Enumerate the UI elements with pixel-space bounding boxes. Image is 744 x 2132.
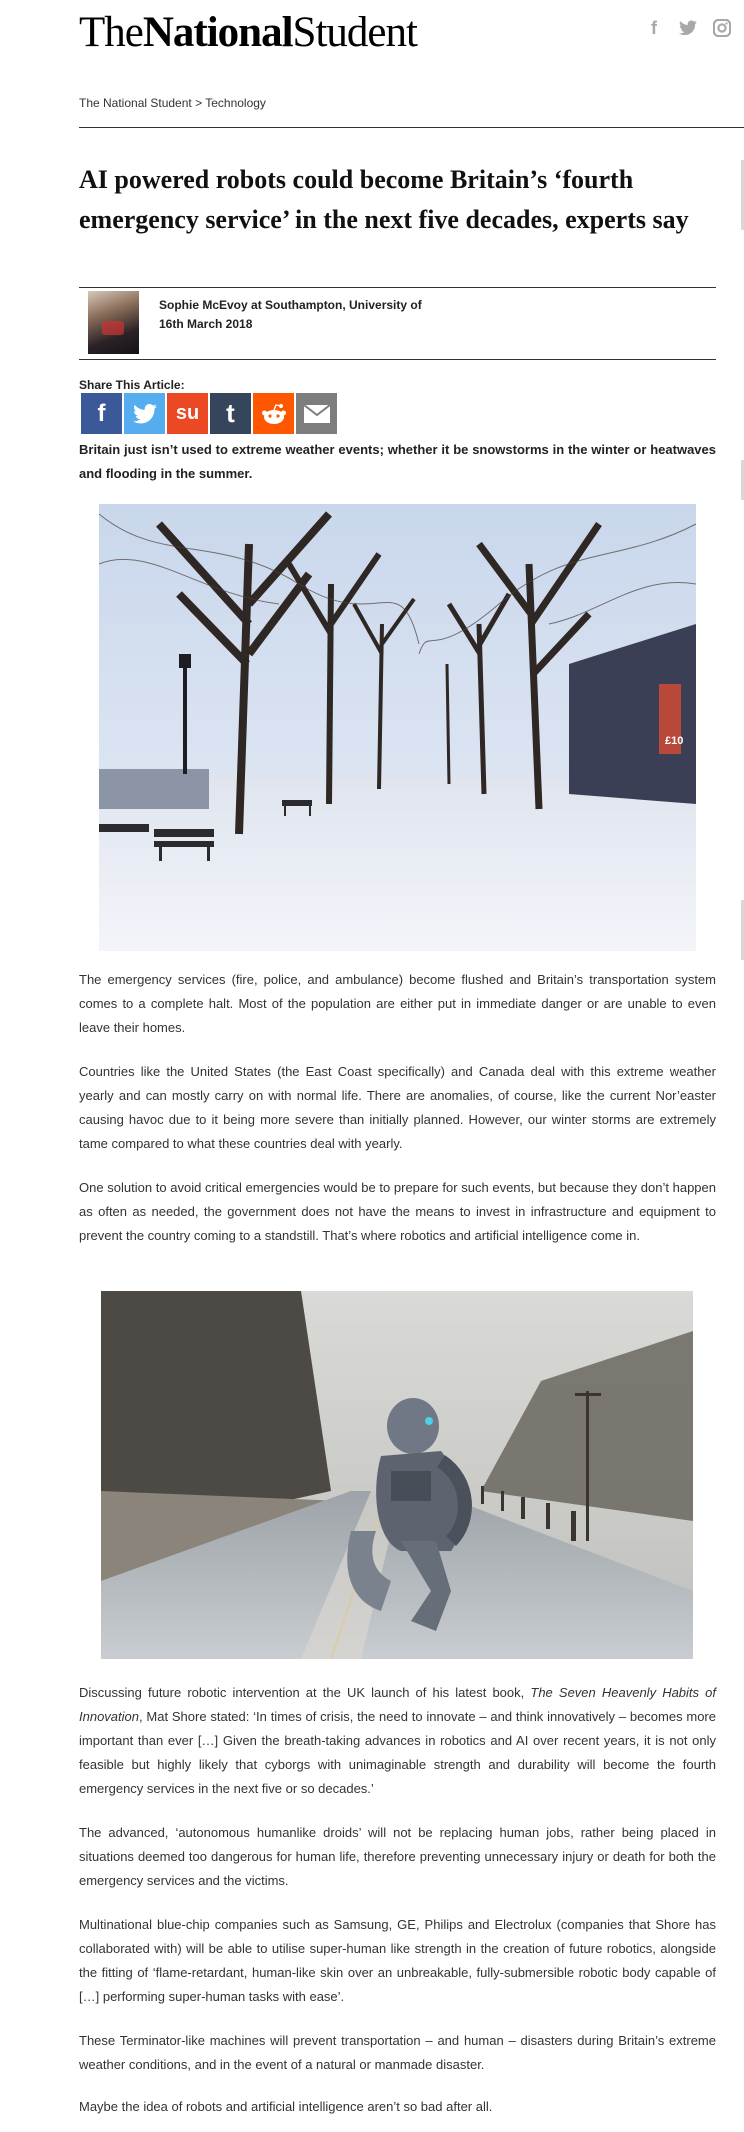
article-paragraph-5: The advanced, ‘autonomous humanlike droids’ will not be replacing human jobs, rather being placed in situations deemed too dangerous for human life, therefore preventing unnecessary injury or death for both the emergency services and the victims.: [79, 1825, 716, 1888]
snowy-avenue-photo: [99, 504, 696, 951]
quote-intro: Discussing future robotic intervention at the UK launch of his latest book,: [79, 1685, 531, 1700]
author-bottom-divider: [79, 359, 716, 360]
share-label: Share This Article:: [79, 378, 185, 392]
twitter-icon[interactable]: [678, 18, 698, 38]
logo-student: Student: [292, 9, 417, 56]
breadcrumb: [79, 96, 266, 110]
email-icon: [304, 405, 330, 423]
photo-sign-text: £10: [665, 735, 684, 747]
article-lead: Britain just isn’t used to extreme weather events; whether it be snowstorms in the winter or heatwaves and flooding in the summer.: [79, 442, 716, 481]
article-title: AI powered robots could become Britain’s ‘fourth emergency service’ in the next five decades, experts say: [79, 165, 689, 234]
share-buttons: [81, 393, 337, 434]
breadcrumb-separator: >: [191, 96, 206, 110]
breadcrumb-section[interactable]: Technology: [205, 96, 266, 110]
logo-national: National: [142, 9, 293, 56]
article-paragraph-4: [79, 1681, 716, 1801]
facebook-icon: f: [97, 399, 106, 427]
robot-on-road-photo: [101, 1291, 693, 1659]
quote-text: , Mat Shore stated: ‘In times of crisis, the need to innovate – and think innovatively – becomes more important than ever […] Given the breath-taking advances in robotics and AI over recent years, it is not only feasible but highly likely that cyborgs with unimaginable strength and durability will become the fourth emergency services in the next five or so decades.’: [79, 1709, 716, 1796]
twitter-icon: [133, 404, 157, 424]
article-paragraph-2: Countries like the United States (the East Coast specifically) and Canada deal with this extreme weather yearly and can mostly carry on with normal life. There are anomalies, of course, like the current Nor’easter causing havoc due to it being more severe than initially planned. However, our winter storms are extremely tame compared to what these countries deal with yearly.: [79, 1064, 716, 1151]
article-paragraph-3: One solution to avoid critical emergencies would be to prepare for such events, but because they don’t happen as often as needed, the government does not have the means to invest in infrastructure and equipment to prevent the country coming to a standstill. That’s where robotics and artificial intelligence come in.: [79, 1180, 716, 1243]
article-paragraph-8: Maybe the idea of robots and artificial intelligence aren’t so bad after all.: [79, 2099, 493, 2114]
share-reddit-button[interactable]: [253, 393, 294, 434]
book-title: The Seven Heavenly Habits of Innovation: [79, 1685, 716, 1724]
article-paragraph-1: The emergency services (fire, police, and ambulance) become flushed and Britain’s transportation system comes to a complete halt. Most of the population are either put in immediate danger or are unable to even leave their homes.: [79, 972, 716, 1035]
author-box: [79, 287, 716, 360]
facebook-icon[interactable]: f: [651, 17, 657, 38]
publish-date: 16th March 2018: [159, 317, 253, 331]
author-avatar[interactable]: [88, 291, 139, 354]
share-stumbleupon-button[interactable]: [167, 393, 208, 434]
share-tumblr-button[interactable]: [210, 393, 251, 434]
article-paragraph-6: Multinational blue-chip companies such as Samsung, GE, Philips and Electrolux (companies that Shore has collaborated with) will be able to utilise super-human like strength in the creation of future robotics, alongside the fitting of ‘flame-retardant, human-like skin over an unbreakable, fully-submersible robotic body capable of […] performing super-human tasks with ease’.: [79, 1917, 716, 2004]
instagram-icon[interactable]: [712, 18, 732, 38]
share-email-button[interactable]: [296, 393, 337, 434]
author-name[interactable]: Sophie McEvoy at Southampton, University of: [159, 298, 422, 312]
tumblr-icon: t: [226, 398, 235, 428]
header-divider: [79, 127, 744, 128]
reddit-icon: [261, 403, 287, 425]
social-links: [644, 18, 744, 38]
logo-the: The: [79, 9, 143, 56]
site-logo[interactable]: [79, 8, 417, 57]
article-paragraph-7: These Terminator-like machines will prevent transportation – and human – disasters during Britain’s extreme weather conditions, and in the event of a natural or manmade disaster.: [79, 2033, 716, 2072]
breadcrumb-home[interactable]: The National Student: [79, 96, 192, 110]
share-facebook-button[interactable]: [81, 393, 122, 434]
stumbleupon-icon: su: [175, 402, 200, 424]
share-twitter-button[interactable]: [124, 393, 165, 434]
